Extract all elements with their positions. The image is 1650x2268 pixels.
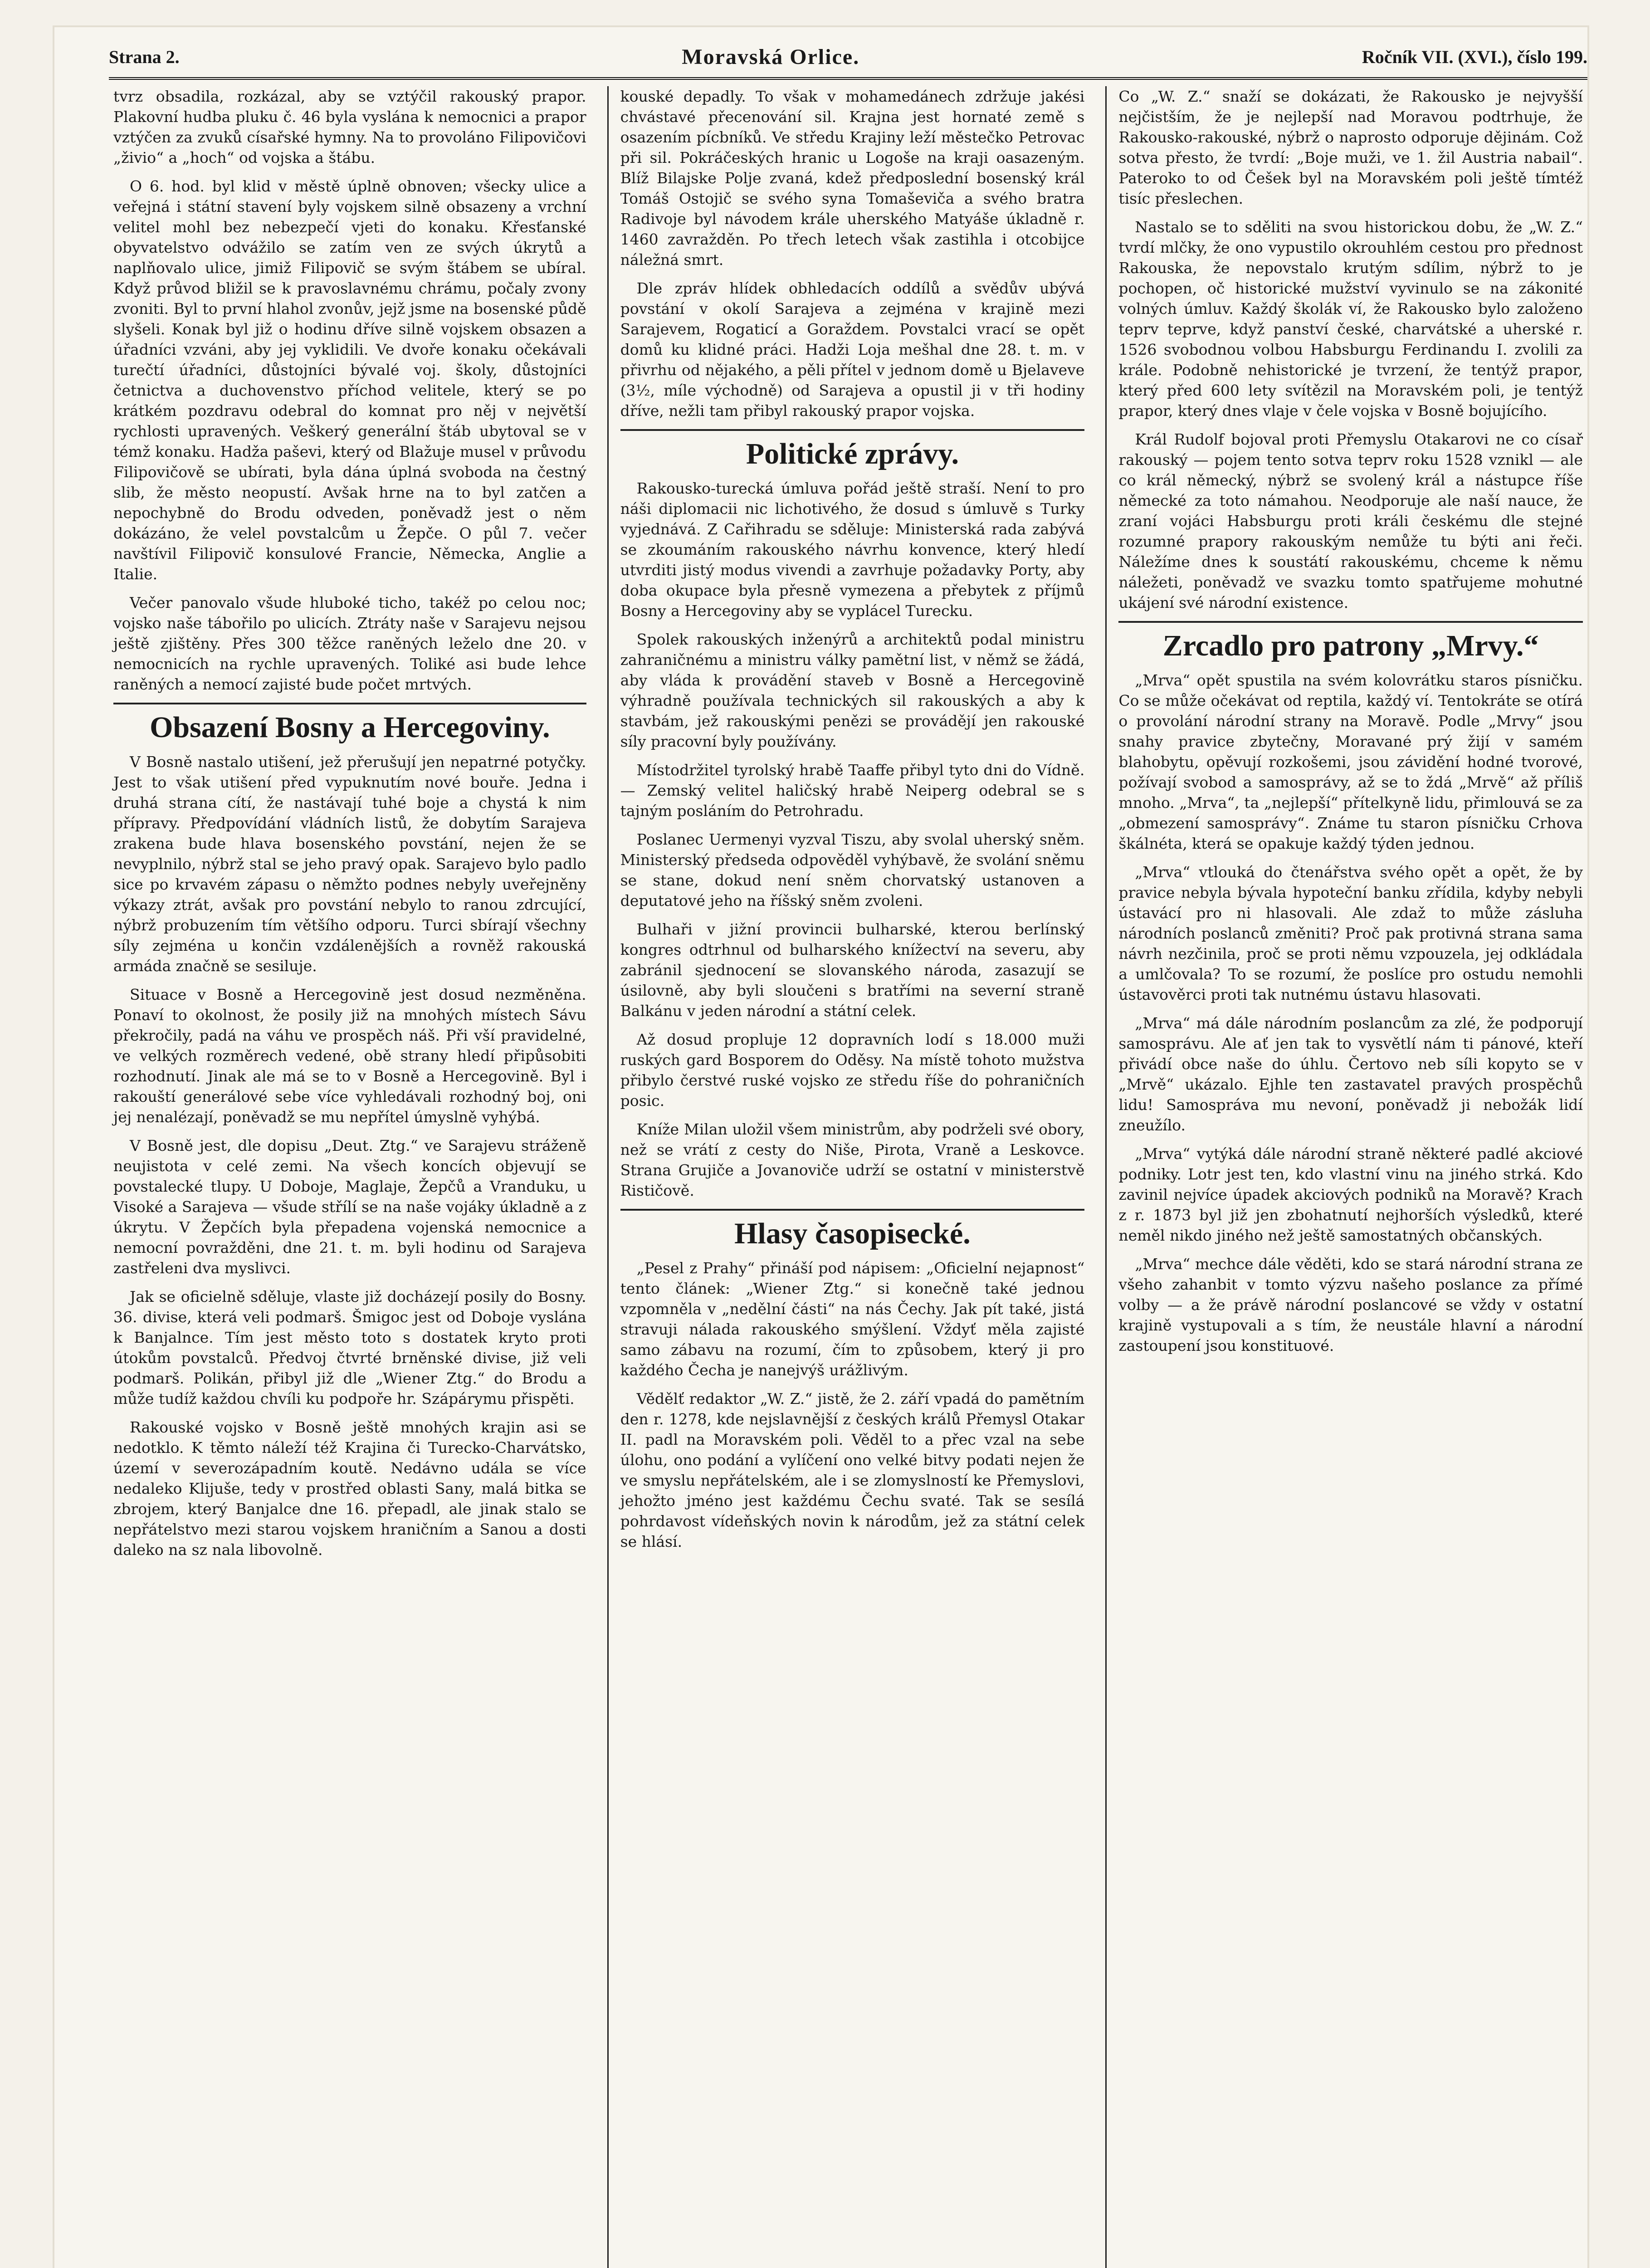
section-divider bbox=[1118, 621, 1583, 623]
paragraph: Večer panovalo všude hluboké ticho, takéž po celou noc; vojsko naše tábořilo po ulicích. Ztráty naše v Sarajevu nejsou ještě zjištěny. Přes 300 těžce raněných leželo dne 20. v nemocnicích na rychle upravených. Toliké asi bude lehce raněných a nemocí zajisté bude počet mrtvých. bbox=[113, 594, 586, 693]
paragraph: „Mrva“ vytýká dále národní straně některé padlé akciové podniky. Lotr jest ten, kdo vlastní vinu na jiného strká. Kdo zavinil nejvíce úpadek akciových podniků na Moravě? Krach z r. 1873 byl již jen zbohatnutí nejhorších výsledků, které neměl nikdo jiného než ještě samostatných občanských. bbox=[1118, 1145, 1583, 1244]
paragraph: Dle zpráv hlídek obhledacích oddílů a svědův ubývá povstání v okolí Sarajeva a zejména v krajině mezi Sarajevem, Rogaticí a Goraždem. Povstalci vrací se opět domů ku klidné práci. Hadži Loja mešhal dne 28. t. m. v přivrhu od nějakého, a pěli přítel v jednom domě u Bjelaveve (3½, míle východně) od Sarajeva a opustil ji v tři hodiny dříve, nežli tam přibyl rakouský prapor vojska. bbox=[620, 279, 1085, 420]
paragraph: Poslanec Uermenyi vyzval Tiszu, aby svolal uherský sněm. Ministerský předseda odpověděl vyhýbavě, že svolání sněmu se stane, dokud není sněm chorvatský ustanoven a deputatové jeho na říšský sněm zvoleni. bbox=[620, 831, 1085, 909]
section-divider bbox=[620, 1209, 1085, 1211]
section-heading: Hlasy časopisecké. bbox=[734, 1217, 971, 1250]
paper-title: Moravská Orlice. bbox=[682, 44, 860, 69]
paragraph: Jak se oficielně sděluje, vlaste již docházejí posily do Bosny. 36. divise, která veli podmarš. Šmigoc jest od Doboje vyslána k Banjalnce. Tím jest město toto s dostatek kryto proti útokům povstalců. Předvoj čtvrté brněnské divise, již veli podmarš. Polikán, přibyl již dle „Wiener Ztg.“ do Brodu a může tudíž každou chvíli ku podpoře hr. Szápárymu přispěti. bbox=[113, 1288, 586, 1408]
page-number: Strana 2. bbox=[109, 46, 180, 67]
paragraph: Kníže Milan uložil všem ministrům, aby podrželi své obory, než se vrátí z cesty do Niše, Pirota, Vraně a Leskovce. Strana Grujiče a Jovanoviče udrží se ostatní v ministerstvě Rističově. bbox=[620, 1120, 1085, 1199]
paragraph: „Mrva“ opět spustila na svém kolovrátku staros písničku. Co se může očekávat od reptila, každý ví. Tentokráte se otírá o provolání národní strany na Moravě. Podle „Mrvy“ jsou snahy pravice zbytečny, Moravané prý žijí v samém blahobytu, opěvují rozkošemi, jsou závidění hodné tvorové, požívají svobod a samosprávy, až se to ždá „Mrvě“ až příliš mnoho. „Mrva“, ta „nejlepší“ přítelkyně lidu, přimlouvá se za „obmezení samosprávy“. Známe tu staron písničku Crhova škálnéta, která se opakuje každý týden jednou. bbox=[1118, 671, 1583, 852]
paragraph: O 6. hod. byl klid v městě úplně obnoven; všecky ulice a veřejná i státní stavení byly vojskem silně obsazeny a vrchní velitel mohl bez nebezpečí vjeti do konaku. Křesťanské obyvatelstvo odvážilo se zatím ven ze svých úkrytů a naplňovalo ulice, jimiž Filipovič se svým štábem se ubíral. Když průvod bližil se k pravoslavnému chrámu, počaly zvony zvoniti. Byl to první hlahol zvonův, jejž jsme na bosenské půdě slyšeli. Konak byl již o hodinu dříve silně vojskem obsazen a úřadníci vzváni, aby jej vyklidili. Ve dvoře konaku očekávali turečtí úřadníci, důstojníci bývalé voj. školy, důstojníci četnictva a duchovenstvo příchod velitele, který se po krátkém pozdravu odebral do komnat pro něj v největší rychlosti upravených. Veškerý generální štáb ubytoval se v témž konaku. Hadža paševi, který od Blažuje musel v průvodu Filipovičově se ubírati, byla dána úplná svoboda na čestný slib, že město neopustí. Avšak hrne na to byl zatčen a nepochybně do Brodu odveden, poněvadž jest o něm dokázáno, že velel povstalcům u Žepče. O půl 7. večer navštívil Filipovič konsulové Francie, Německa, Anglie a Italie. bbox=[113, 177, 586, 583]
paragraph: Místodržitel tyrolský hrabě Taaffe přibyl tyto dni do Vídně. — Zemský velitel haličský hrabě Neiperg odebral se s tajným posláním do Petrohradu. bbox=[620, 761, 1085, 820]
paragraph: Vědělť redaktor „W. Z.“ jistě, že 2. září vpadá do pamětním den r. 1278, kde nejslavnější z českých králů Přemysl Otakar II. padl na Moravském poli. Věděl to a přec vzal na sebe úlohu, ono podání a vylíčení ono velké bitvy podati nejen že ve smyslu nepřátelském, ale i se zlomyslností ke Přemyslovi, jehožto jméno jest každému Čechu svaté. Tak se sesílá pohrdavost vídeňských novin k národům, jež za státní celek se hlásí. bbox=[620, 1390, 1085, 1550]
paragraph: Král Rudolf bojoval proti Přemyslu Otakarovi ne co císař rakouský — pojem tento sotva teprv roku 1528 vznikl — ale co král německý, nýbrž se svolený král a nástupce říše německé za toto námahou. Neodporuje ale naší nauce, že zraní vojáci Habsburgu proti králi českému dle stejné rozumné prapory rakouským nemůže tu býti ani řeči. Náležíme dnes k soustátí rakouskému, chceme k němu náležeti, poněvadž ve svazku tomto spatřujeme mohutné ukájení své národní existence. bbox=[1118, 430, 1583, 611]
article-heading: Zrcadlo pro patrony „Mrvy.“ bbox=[1162, 629, 1539, 662]
paragraph: kouské depadly. To však v mohamedánech zdržuje jakési chvástavé přecenování sil. Krajna jest hornaté země s osazením pícbníků. Ve středu Krajiny leží městečko Petrovac při sil. Pokráčeských hranic u Logoše na kraji oasazeným. Blíž Bilajske Polje zvaná, kdež předposlední bosenský král Tomáš Ostojič se svého syna Tomaševiča a svého bratra Radivoje byl návodem krále uherského Matyáše úkladně r. 1460 zavražděn. Po třech letech však zastihla i otcobijce náležná smrt. bbox=[620, 88, 1085, 269]
paragraph: „Pesel z Prahy“ přináší pod nápisem: „Oficielní nejapnost“ tento článek: „Wiener Ztg.“ si konečně také jednou vzpomněla v „nedělní části“ na nás Čechy. Jak pít také, jistá stravuji nálada rakouského smýšlení. Vždyť měla zajisté samo zábavu na rozumí, čím to způsobem, který ji pro každého Čecha je nanejvýš urážlivým. bbox=[620, 1259, 1085, 1379]
paragraph: Rakousko-turecká úmluva pořád ještě straší. Není to pro náši diplomacii nic lichotivého, že dosud s úmluvě s Turky vyjednává. Z Cařihradu se sděluje: Ministerská rada zabývá se zkoumáním rakouského návrhu konvence, který hledí utvrditi jistý modus vivendi a zavrhuje požadavky Porty, aby doba okupace byla přesně vymezena a přebytek z příjmů Bosny a Hercegoviny aby se vyplácel Turecku. bbox=[620, 479, 1085, 620]
paragraph: Rakouské vojsko v Bosně ještě mnohých krajin asi se nedotklo. K těmto náleží též Krajina či Turecko-Charvátsko, území v severozápadním koutě. Nedávno udála se více nedaleko Klijuše, tedy v prostřed oblasti Sany, malá bitka se zbrojem, který Banjalce dne 16. přepadl, ale jinak stalo se nepřátelstvo mezi starou vojskem hraničním a Sanou a dosti daleko na sz nala libovolně. bbox=[113, 1418, 586, 1559]
newspaper-page bbox=[54, 27, 1587, 2268]
paragraph: V Bosně nastalo utišení, jež přerušují jen nepatrné potyčky. Jest to však utišení před vypuknutím nové bouře. Jedna i druhá strana cítí, že nastávají tuhé boje a chystá k nim přípravy. Předpovídání vládních listů, že dobytím Sarajeva zrakena bude hlava bosenského povstání, nejen že se nevyplnilo, nýbrž stal se jeho pravý opak. Sarajevo bylo padlo sice po krvavém zápasu o němžto podnes nebyly uveřejněny výkazy ztrát, avšak pro povstání nebylo to ranou zdrcující, nýbrž probuzením tím většího odporu. Turci sbírají všechny síly zejména u končin vzdálenějších a rovněž rakouská armáda značně se sesiluje. bbox=[113, 753, 586, 975]
article-heading: Obsazení Bosny a Hercegoviny. bbox=[150, 711, 550, 744]
article-columns bbox=[109, 86, 1587, 2268]
issue-info: Ročník VII. (XVI.), číslo 199. bbox=[1362, 46, 1587, 67]
column-2 bbox=[607, 86, 1089, 2268]
column-3 bbox=[1105, 86, 1587, 2268]
paragraph: Až dosud propluje 12 dopravních lodí s 18.000 muži ruských gard Bosporem do Oděsy. Na místě tohoto mužstva přibylo čerstvé ruské vojsko ze středu říše do pohraničních posic. bbox=[620, 1031, 1085, 1110]
paragraph: tvrz obsadila, rozkázal, aby se vztýčil rakouský prapor. Plakovní hudba pluku č. 46 byla vyslána k nemocnici a prapor vztýčen za zvuků císařské hymny. Na to provoláno Filipovičovi „živio“ a „hoch“ od vojska a štábu. bbox=[113, 88, 586, 166]
masthead bbox=[109, 36, 1587, 80]
paragraph: „Mrva“ mechce dále věděti, kdo se stará národní strana ze všeho zahanbit v tomto výzvu našeho poslance za přímé volby — a že právě národní poslancové se vždy v ostatní krajině vystupovali a s tím, že neustále hlavní a národní zastoupení jsou konstituové. bbox=[1118, 1255, 1583, 1354]
section-divider bbox=[113, 703, 586, 704]
section-heading: Politické zprávy. bbox=[746, 437, 959, 470]
paragraph: V Bosně jest, dle dopisu „Deut. Ztg.“ ve Sarajevu stráženě neujistota v celé zemi. Na všech koncích objevují se povstalecké tlupy. U Doboje, Maglaje, Žepčů a Vranduku, u Visoké a Sarajeva — všude střílí se na naše vojáky úkladně a z úkrytu. V Žepčích byla přepadena vojenská nemocnice a nemocní povražděni, dne 21. t. m. byli hodinu od Sarajeva zastřeleni dva myslivci. bbox=[113, 1137, 586, 1277]
paragraph: „Mrva“ vtlouká do čtenářstva svého opět a opět, že by pravice nebyla bývala hypoteční banku zřídila, kdyby nebyli ústavácí pro ni hlasovali. Ale zdaž to může zásluha národních poslanců změniti? Proč pak protivná strana sama návrh nezčinila, proč se proti němu vzpouzela, jej odkládala a umlčovala? To se rozumí, že poslíce pro ostudu nemohli ústavověrci proti tak nutnému ústavu hlasovati. bbox=[1118, 863, 1583, 1003]
section-divider bbox=[620, 429, 1085, 431]
paragraph: Situace v Bosně a Hercegovině jest dosud nezměněna. Ponaví to okolnost, že posily již na mnohých místech Sávu překročily, padá na váhu ve prospěch náš. Při vší pravidelné, ve velkých rozměrech vedené, obě strany hledí připůsobiti rozhodnutí. Jinak ale má se to v Bosně a Hercegovině. Byl i rakouští generálové sebe více vyhledávali rozhodný boj, oni jej nenalézají, poněvadž se mu nepřítel úmyslně vyhýbá. bbox=[113, 986, 586, 1126]
paragraph: Nastalo se to sděliti na svou historickou dobu, že „W. Z.“ tvrdí mlčky, že ono vypustilo okrouhlém cestou pro přednost Rakouska, že nepovstalo krutým sdílim, nýbrž to je pochopen, oč historické mužství vyvinulo se na zákonité volných úmluv. Každý školák ví, že Rakousko bylo založeno teprv teprve, když panství české, charvátské a uherské r. 1526 svobodnou volbou Habsburgu Ferdinandu I. zvolili za krále. Podobně nehistorické je tvrzení, že tentýž prapor, který před 600 lety svítězil na Moravském poli, je tentýž prapor, který dnes vlaje v čele vojska v Bosně bojujícího. bbox=[1118, 218, 1583, 420]
column-1 bbox=[109, 86, 591, 2268]
paragraph: Bulhaři v jižní provincii bulharské, kterou berlínský kongres odtrhnul od bulharského knížectví na severu, aby zabránil sjednocení se slovanského národa, zasazují se úsilovně, aby byli sloučeni s bratřími na severní straně Balkánu v jeden národní a státní celek. bbox=[620, 920, 1085, 1020]
paragraph: „Mrva“ má dále národním poslancům za zlé, že podporují samosprávu. Ale ať jen tak to vysvětlí nám ti pánové, kteří přivádí obce naše do úhlu. Čertovo neb síli kopyto se v „Mrvě“ ukázalo. Ejhle ten zastavatel pravých prospěchů lidu! Samospráva mu nevoní, poněvadž ji nebožák lidí zneužílo. bbox=[1118, 1014, 1583, 1134]
paragraph: Spolek rakouských inženýrů a architektů podal ministru zahraničnému a ministru války pamětní list, v němž se žádá, aby vláda k provádění staveb v Bosně a Hercegovině výhradně používala technických sil rakouských a aby k stavbám, jež rakouskými penězi se provádějí jen rakouské síly pracovní byly používány. bbox=[620, 631, 1085, 750]
paragraph: Co „W. Z.“ snaží se dokázati, že Rakousko je nejvyšší nejčistším, že je nejlepší nad Moravou podtrhuje, že Rakousko-rakouské, nýbrž o naprosto odporuje dějinám. Což sotva přesto, že tvrdí: „Boje muži, ve 1. žil Austria nabail“. Pateroko to od Češek byl na Moravském poli ještě tímtéž tisíc přeslechen. bbox=[1118, 88, 1583, 207]
